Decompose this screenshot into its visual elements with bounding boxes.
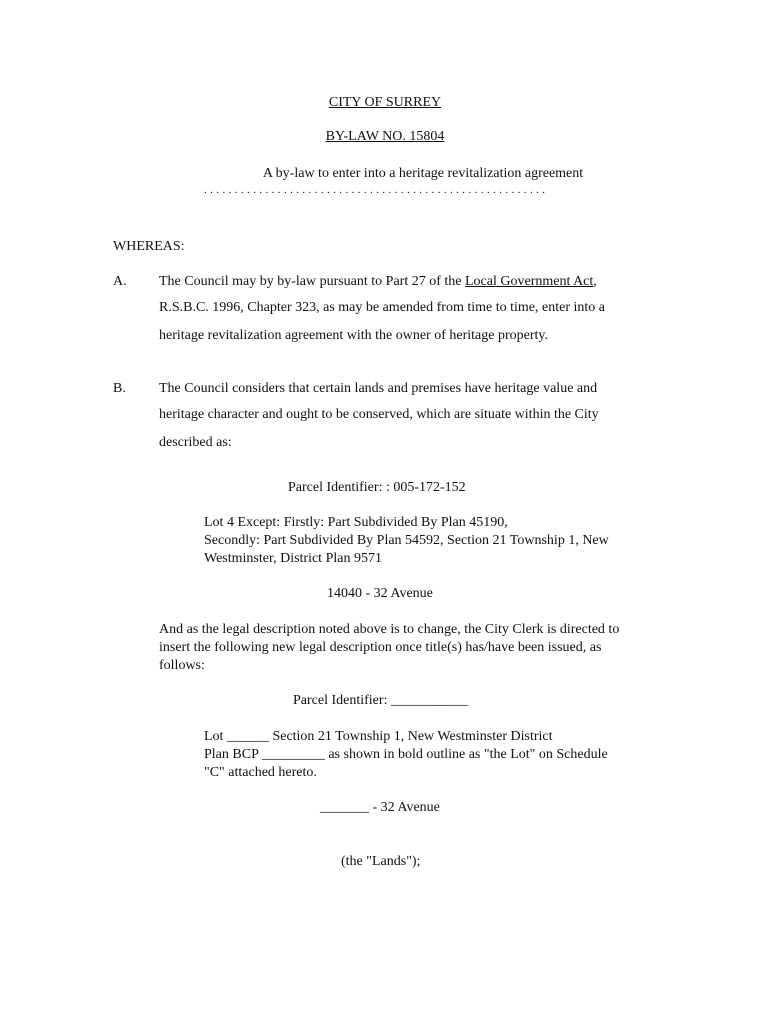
current-parcel-line2: Secondly: Part Subdivided By Plan 54592, Section 21 Township 1, New [204,533,609,548]
change-notice-line3: follows: [159,658,205,673]
bylaw-number [0,128,770,146]
local-government-act: Local Government Act [465,274,594,289]
current-parcel-line1: Lot 4 Except: Firstly: Part Subdivided By Plan 45190, [204,515,508,530]
section-b-marker: B. [113,381,126,396]
section-b-line3: described as: [159,435,232,450]
current-parcel-line3: Westminster, District Plan 9571 [204,551,382,566]
section-a-line2: R.S.B.C. 1996, Chapter 323, as may be amended from time to time, enter into a [159,300,605,315]
change-notice-line1: And as the legal description noted above is to change, the City Clerk is directed to [159,622,620,637]
section-b-line2: heritage character and ought to be conserved, which are situate within the City [159,407,599,422]
current-parcel-identifier: Parcel Identifier: : 005-172-152 [288,480,466,495]
section-a-text-after: , [593,274,597,289]
section-a-marker: A. [113,274,127,289]
city-title [0,94,770,112]
city-title-text: CITY OF SURREY [328,95,442,110]
bylaw-number-text: BY-LAW NO. 15804 [325,129,445,144]
section-a-line1 [159,273,597,291]
new-parcel-identifier: Parcel Identifier: ___________ [293,693,468,708]
section-a-line3: heritage revitalization agreement with the owner of heritage property. [159,328,548,343]
new-parcel-line2: Plan BCP _________ as shown in bold outline as "the Lot" on Schedule [204,747,608,762]
new-parcel-address: _______ - 32 Avenue [320,800,440,815]
section-a-text-before: The Council may by by-law pursuant to Part 27 of the [159,274,465,289]
new-parcel-line3: "C" attached hereto. [204,765,317,780]
new-parcel-line1: Lot ______ Section 21 Township 1, New Westminster District [204,729,553,744]
lands-label: (the "Lands"); [341,854,421,869]
change-notice-line2: insert the following new legal description once title(s) has/have been issued, as [159,640,602,655]
dotted-separator: ........................................................ [204,184,549,196]
whereas-heading: WHEREAS: [113,239,185,254]
section-b-line1: The Council considers that certain lands and premises have heritage value and [159,381,598,396]
bylaw-subtitle: A by-law to enter into a heritage revitalization agreement [262,166,584,181]
current-parcel-address: 14040 - 32 Avenue [327,586,433,601]
